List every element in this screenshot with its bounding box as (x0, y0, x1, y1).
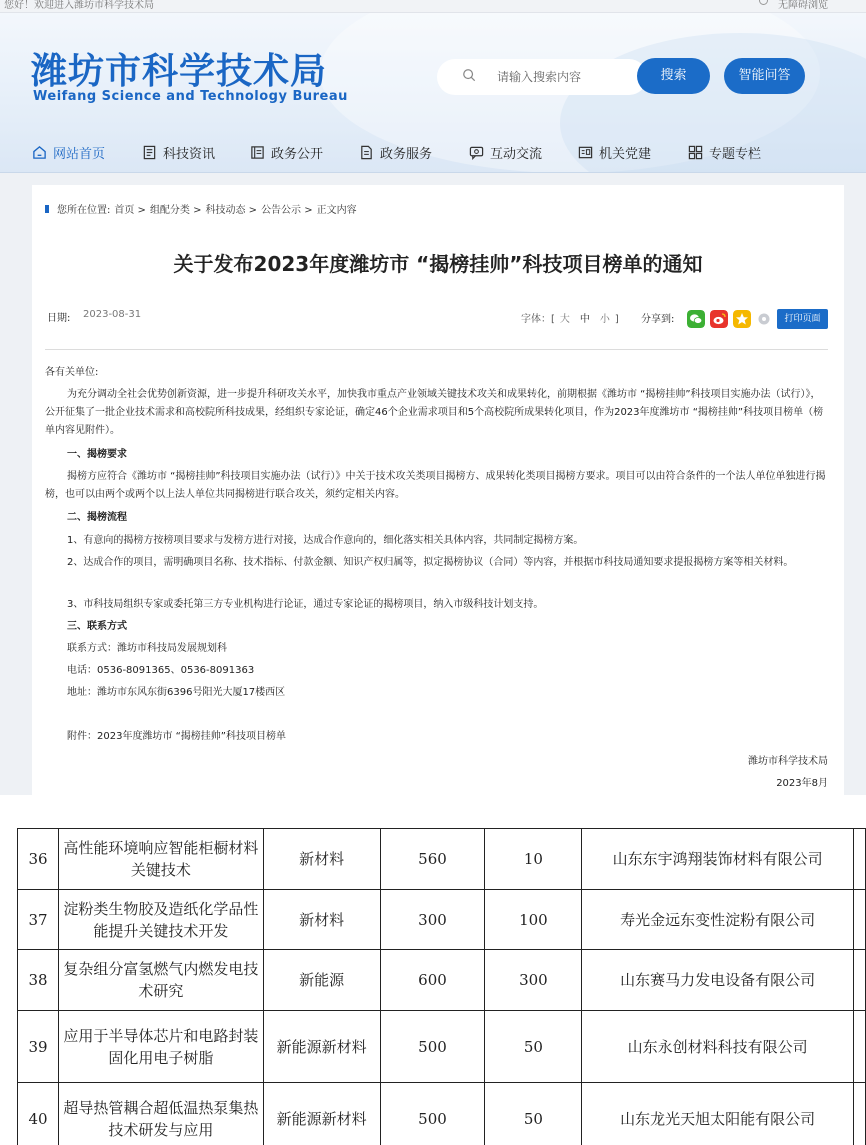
print-page-button[interactable]: 打印页面 (777, 309, 828, 329)
section-heading: 二、揭榜流程 (67, 512, 127, 523)
font-bracket: ] (614, 314, 619, 325)
intro-paragraph: 为充分调动全社会优势创新资源，进一步提升科研攻关水平，加快我市重点产业领域关键技术攻关和成果转化，前期根据《潍坊市 “揭榜挂帅”科技项目实施办法（试行）》，公开征集了一批企业技术需求和高校院所科技成果，经组织专家论证，确定46个企业需求项目和5个高校院所成果转化项目，作为2023年度潍坊市 “揭榜挂帅”科技项目榜单（榜单内容见附件）。 (45, 389, 824, 436)
nav-item-news[interactable] (142, 141, 215, 163)
process-item: 3、市科技局组织专家或委托第三方专业机构进行论证，通过专家论证的揭榜项目，纳入市级科技计划支持。 (67, 599, 544, 610)
nav-item-party[interactable] (578, 141, 651, 163)
nav-label: 政务服务 (380, 146, 433, 162)
project-number: 36 (18, 829, 59, 890)
project-number: 37 (18, 890, 59, 950)
project-value-2: 50 (485, 1011, 582, 1083)
project-name: 应用于半导体芯片和电路封装固化用电子树脂 (58, 1011, 263, 1083)
breadcrumb-tech-news[interactable]: 科技动态 > (205, 205, 258, 216)
news-icon (142, 145, 157, 160)
font-label: 字体：[ (521, 314, 555, 325)
project-name: 复杂组分富氢燃气内燃发电技术研究 (58, 950, 263, 1011)
process-item: 1、有意向的揭榜方按榜项目要求与发榜方进行对接，达成合作意向的，细化落实相关具体内容，共同制定揭榜方案。 (67, 535, 584, 546)
more-share-icon[interactable] (758, 313, 770, 325)
project-company: 寿光金远东变性淀粉有限公司 (582, 890, 854, 950)
project-value-1: 500 (380, 1011, 485, 1083)
accessibility-icon[interactable] (759, 0, 768, 5)
project-name: 高性能环境响应智能柜橱材料关键技术 (58, 829, 263, 890)
project-name: 淀粉类生物胶及造纸化学品性能提升关键技术开发 (58, 890, 263, 950)
table-row (18, 890, 866, 950)
project-value-1: 300 (380, 890, 485, 950)
breadcrumb-category[interactable]: 组配分类 > (149, 205, 202, 216)
top-bar (0, 0, 866, 13)
sign-date: 2023年8月 (776, 778, 828, 789)
contact-office: 联系方式：潍坊市科技局发展规划科 (67, 643, 227, 654)
signer: 潍坊市科学技术局 (748, 756, 828, 767)
project-category: 新材料 (263, 829, 380, 890)
nav-label: 专题专栏 (709, 146, 762, 162)
font-size-control (521, 310, 619, 325)
project-company: 山东永创材料科技有限公司 (582, 1011, 854, 1083)
nav-item-interaction[interactable] (469, 141, 542, 163)
project-value-2: 10 (485, 829, 582, 890)
font-medium-button[interactable]: 中 (579, 314, 590, 325)
date-label: 日期: (47, 313, 71, 324)
table-row (18, 1083, 866, 1145)
qzone-share-icon[interactable] (733, 310, 751, 328)
nav-item-home[interactable] (32, 141, 105, 163)
accessibility-link[interactable]: 无障碍浏览 (778, 0, 828, 11)
project-name: 超导热管耦合超低温热泵集热技术研发与应用 (58, 1083, 263, 1145)
main-nav (0, 132, 866, 172)
project-company: 山东赛马力发电设备有限公司 (582, 950, 854, 1011)
requirement-paragraph: 揭榜方应符合《潍坊市 “揭榜挂帅”科技项目实施办法（试行）》中关于技术攻关类项目揭榜方、成果转化类项目揭榜方要求。项目可以由符合条件的一个法人单位单独进行揭榜，也可以由两个或两个以上法人单位共同揭榜进行联合攻关，须约定相关内容。 (45, 471, 826, 500)
table-row (18, 1011, 866, 1083)
breadcrumb-home[interactable]: 首页 > (114, 205, 146, 216)
nav-label: 机关党建 (599, 146, 652, 162)
font-large-button[interactable]: 大 (559, 314, 570, 325)
process-item: 2、达成合作的项目，需明确项目名称、技术指标、付款金额、知识产权归属等，拟定揭榜协议（合同）等内容，并根据市科技局通知要求提报揭榜方案等相关材料。 (67, 557, 794, 568)
article-divider (45, 349, 828, 350)
search-box (437, 59, 647, 95)
section-heading: 一、揭榜要求 (67, 449, 127, 460)
project-company: 山东龙光天旭太阳能有限公司 (582, 1083, 854, 1145)
document-icon (359, 145, 374, 160)
table-cell-edge (853, 1083, 865, 1145)
breadcrumb-marker-icon (45, 205, 49, 213)
smart-qa-button[interactable]: 智能问答 (724, 58, 805, 94)
nav-label: 政务公开 (271, 146, 324, 162)
project-value-2: 300 (485, 950, 582, 1011)
weibo-share-icon[interactable] (710, 310, 728, 328)
section-heading: 三、联系方式 (67, 621, 127, 632)
font-small-button[interactable]: 小 (599, 314, 610, 325)
table-cell-edge (853, 829, 865, 890)
project-table (17, 828, 866, 1145)
share-label: 分享到: (641, 314, 675, 325)
project-value-2: 50 (485, 1083, 582, 1145)
project-value-1: 600 (380, 950, 485, 1011)
nav-label: 科技资讯 (163, 146, 216, 162)
table-cell-edge (853, 950, 865, 1011)
publish-date: 2023-08-31 (83, 309, 142, 320)
party-icon (578, 145, 593, 160)
nav-label: 互动交流 (490, 146, 543, 162)
table-cell-edge (853, 1011, 865, 1083)
nav-item-gov-service[interactable] (359, 141, 432, 163)
page-title: 关于发布2023年度潍坊市 “揭榜挂帅”科技项目榜单的通知 (173, 252, 703, 276)
attachment-link[interactable]: 附件：2023年度潍坊市 “揭榜挂帅”科技项目榜单 (67, 731, 286, 742)
project-number: 38 (18, 950, 59, 1011)
search-input[interactable] (497, 67, 637, 87)
breadcrumb-prefix: 您所在位置: (57, 205, 111, 216)
book-icon (250, 145, 265, 160)
breadcrumb-current: 正文内容 (316, 205, 357, 216)
breadcrumb (45, 201, 361, 216)
salutation: 各有关单位: (45, 367, 99, 378)
chat-icon (469, 145, 484, 160)
project-value-1: 500 (380, 1083, 485, 1145)
project-number: 39 (18, 1011, 59, 1083)
project-number: 40 (18, 1083, 59, 1145)
project-value-1: 560 (380, 829, 485, 890)
breadcrumb-notices[interactable]: 公告公示 > (261, 205, 313, 216)
table-row (18, 829, 866, 890)
grid-icon (688, 145, 703, 160)
contact-phone: 电话：0536-8091365、0536-8091363 (67, 665, 255, 676)
project-table-section (0, 795, 866, 1145)
project-category: 新能源新材料 (263, 1011, 380, 1083)
site-logo-chinese[interactable]: 潍坊市科学技术局 (31, 51, 328, 92)
nav-item-special[interactable] (688, 141, 761, 163)
table-cell-edge (853, 890, 865, 950)
project-company: 山东东宇鸿翔装饰材料有限公司 (582, 829, 854, 890)
wechat-share-icon[interactable] (687, 310, 705, 328)
search-icon (462, 68, 476, 82)
contact-address: 地址：潍坊市东风东街6396号阳光大厦17楼西区 (67, 687, 286, 698)
home-icon (32, 145, 47, 160)
nav-label: 网站首页 (53, 146, 106, 162)
welcome-text: 您好！欢迎进入潍坊市科学技术局 (4, 0, 154, 11)
project-category: 新材料 (263, 890, 380, 950)
project-category: 新能源 (263, 950, 380, 1011)
project-category: 新能源新材料 (263, 1083, 380, 1145)
site-logo-english[interactable]: Weifang Science and Technology Bureau (33, 89, 348, 104)
nav-item-gov-open[interactable] (250, 141, 323, 163)
table-row (18, 950, 866, 1011)
project-value-2: 100 (485, 890, 582, 950)
search-button[interactable]: 搜索 (637, 58, 710, 94)
